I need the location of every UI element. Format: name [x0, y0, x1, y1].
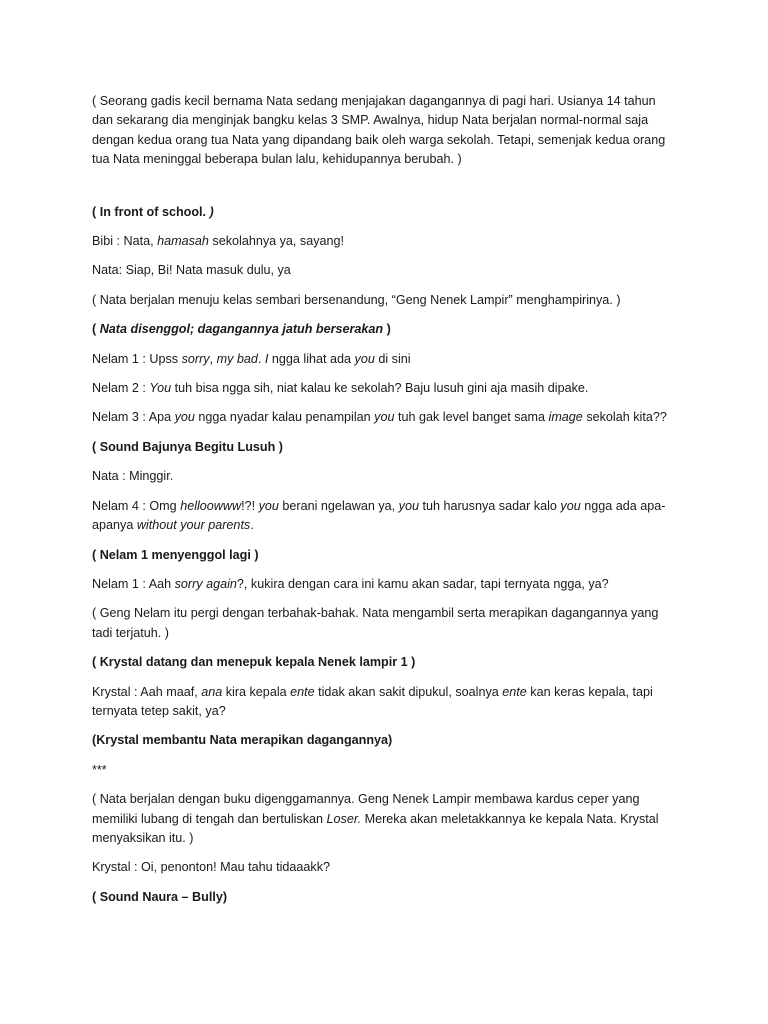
italic-text-run: )	[209, 204, 214, 219]
text-run: .	[250, 518, 254, 533]
text-run: Nata : Minggir.	[92, 469, 174, 484]
text-run: ( Nelam 1 menyenggol lagi )	[92, 547, 259, 562]
text-run: ngga ada apa-apanya	[92, 498, 666, 533]
text-run: tuh gak level banget sama	[394, 410, 549, 425]
text-run: kira kepala	[222, 684, 291, 699]
text-run: tuh harusnya sadar kalo	[418, 498, 561, 513]
text-run: sekolah kita??	[582, 410, 667, 425]
text-run: !?!	[241, 498, 259, 513]
script-paragraph	[92, 858, 676, 877]
text-run: ngga lihat ada	[268, 351, 355, 366]
text-run: ,	[209, 351, 217, 366]
italic-text-run: image	[548, 410, 583, 425]
script-paragraph	[92, 408, 676, 427]
italic-text-run: you	[374, 410, 395, 425]
italic-text-run: you	[560, 498, 581, 513]
text-run: tidak akan sakit dipukul, soalnya	[314, 684, 503, 699]
text-run: ( Seorang gadis kecil bernama Nata sedang menjajakan dagangannya di pagi hari. Usianya 14 tahun dan sekarang dia menginjak bangku kelas 3 SMP. Awalnya, hidup Nata berjalan normal-normal saja dengan kedua orang tua Nata yang dipandang baik oleh warga sekolah. Tetapi, semenjak kedua orang tua Nata meninggal beberapa bulan lalu, kehidupannya berubah. )	[92, 94, 666, 167]
script-paragraph	[92, 467, 676, 486]
stage-direction	[92, 320, 676, 339]
text-run: Nelam 1 : Aah	[92, 576, 175, 591]
text-run: ( Nata berjalan dengan buku digenggamannya. Geng Nenek Lampir membawa kardus ceper yang memiliki lubang di tengah dan bertuliskan	[92, 792, 640, 826]
italic-text-run: my bad	[216, 351, 258, 366]
italic-text-run: Nata disenggol; dagangannya jatuh berserakan	[99, 322, 384, 337]
text-run: Krystal : Oi, penonton! Mau tahu tidaaakk?	[92, 860, 331, 875]
script-paragraph	[92, 379, 676, 398]
text-run: ?, kukira dengan cara ini kamu akan sadar, tapi ternyata ngga, ya?	[236, 576, 609, 591]
stage-direction	[92, 888, 676, 907]
italic-text-run: you	[398, 498, 419, 513]
script-paragraph	[92, 350, 676, 369]
italic-text-run: hamasah	[157, 234, 209, 249]
italic-text-run: helloowww	[180, 498, 242, 513]
italic-text-run: you	[174, 410, 195, 425]
italic-text-run: ente	[502, 684, 527, 699]
stage-direction	[92, 546, 676, 565]
text-run: kan keras kepala, tapi ternyata tetep sakit, ya?	[92, 684, 653, 718]
text-run: ***	[92, 762, 107, 777]
stage-direction	[92, 653, 676, 672]
script-paragraph	[92, 761, 676, 780]
text-run: (Krystal membantu Nata merapikan dagangannya)	[92, 733, 393, 748]
italic-text-run: you	[354, 351, 375, 366]
text-run: ( Geng Nelam itu pergi dengan terbahak-bahak. Nata mengambil serta merapikan dagangannya yang tadi terjatuh. )	[92, 606, 659, 640]
text-run: ( Krystal datang dan menepuk kepala Nenek lampir 1 )	[92, 655, 416, 670]
script-paragraph	[92, 92, 676, 170]
text-run: Nata: Siap, Bi! Nata masuk dulu, ya	[92, 263, 291, 278]
script-paragraph	[92, 790, 676, 848]
italic-text-run: ana	[201, 684, 223, 699]
text-run: ( In front of school.	[92, 204, 210, 219]
italic-text-run: you	[258, 498, 279, 513]
stage-direction	[92, 438, 676, 457]
stage-direction	[92, 203, 676, 222]
text-run: Nelam 4 : Omg	[92, 498, 181, 513]
text-run: Mereka akan meletakkannya ke kepala Nata. Krystal menyaksikan itu. )	[92, 811, 659, 845]
text-run: sekolahnya ya, sayang!	[208, 234, 345, 249]
text-run: .	[257, 351, 265, 366]
text-run: )	[383, 322, 391, 337]
italic-text-run: sorry again	[174, 576, 237, 591]
script-paragraph	[92, 291, 676, 310]
text-run: ngga nyadar kalau penampilan	[194, 410, 375, 425]
italic-text-run: without your parents	[136, 518, 251, 533]
italic-text-run: I	[264, 351, 269, 366]
text-run: Nelam 2 :	[92, 381, 150, 396]
italic-text-run: You	[149, 381, 172, 396]
text-run: Bibi : Nata,	[92, 234, 158, 249]
italic-text-run: sorry	[181, 351, 210, 366]
script-paragraph	[92, 232, 676, 251]
text-run: Nelam 1 : Upss	[92, 351, 182, 366]
italic-text-run: Loser.	[326, 811, 362, 826]
text-run: ( Sound Bajunya Begitu Lusuh )	[92, 439, 283, 454]
text-run: (	[92, 322, 100, 337]
text-run: Krystal : Aah maaf,	[92, 684, 202, 699]
script-paragraph	[92, 604, 676, 643]
script-paragraph	[92, 261, 676, 280]
text-run: ( Sound Naura – Bully)	[92, 889, 228, 904]
text-run: Nelam 3 : Apa	[92, 410, 175, 425]
script-paragraph	[92, 497, 676, 536]
script-paragraph	[92, 683, 676, 722]
script-paragraph	[92, 575, 676, 594]
document-body	[92, 92, 676, 907]
text-run: di sini	[374, 351, 411, 366]
text-run: berani ngelawan ya,	[278, 498, 399, 513]
stage-direction	[92, 731, 676, 750]
text-run: tuh bisa ngga sih, niat kalau ke sekolah? Baju lusuh gini aja masih dipake.	[171, 381, 589, 396]
text-run: ( Nata berjalan menuju kelas sembari bersenandung, “Geng Nenek Lampir” menghampirinya. )	[92, 292, 621, 307]
italic-text-run: ente	[290, 684, 315, 699]
